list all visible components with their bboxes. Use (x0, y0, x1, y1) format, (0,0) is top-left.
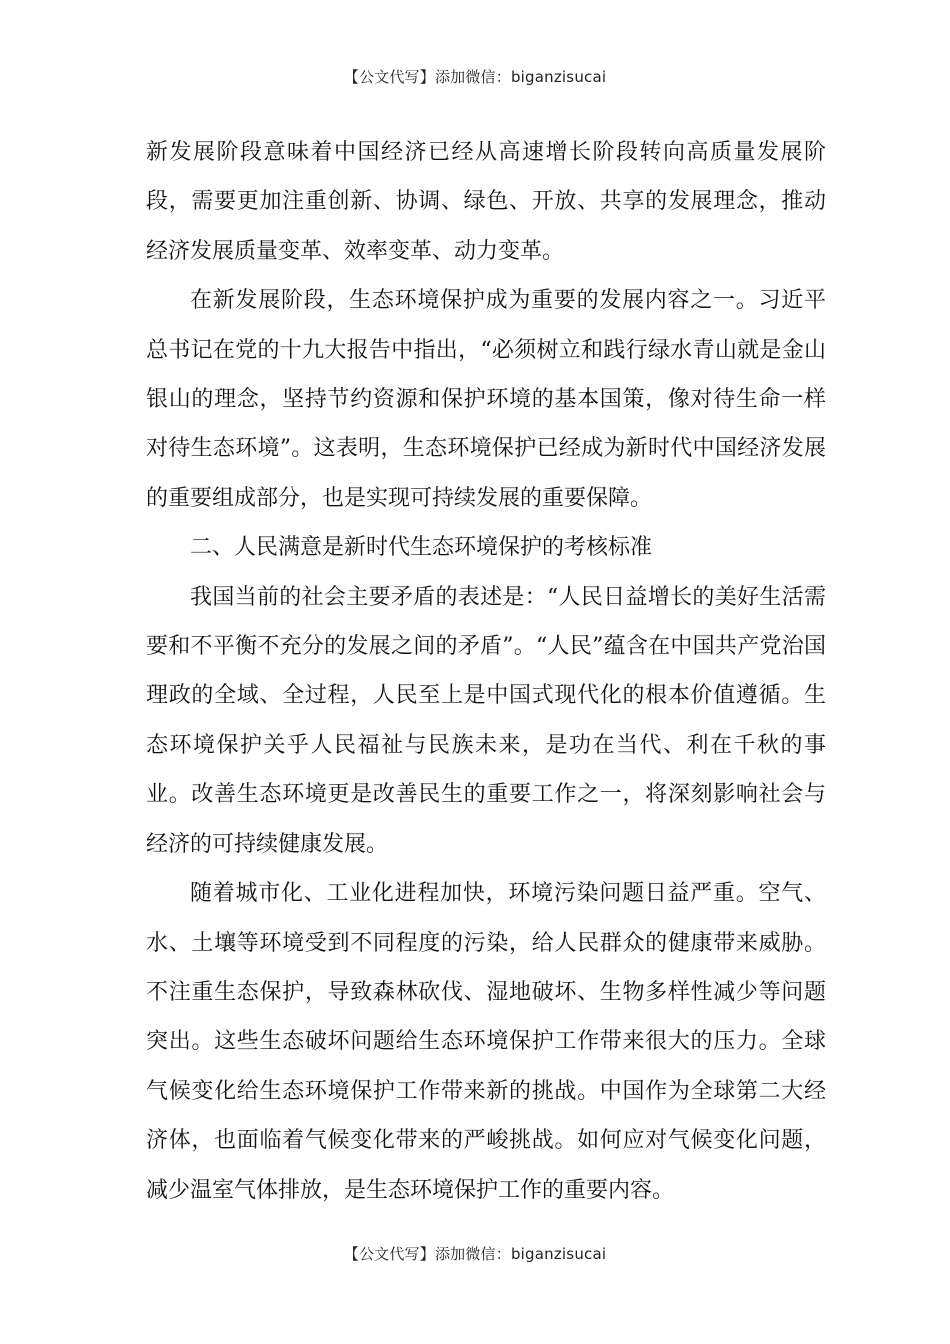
paragraph: 随着城市化、工业化进程加快，环境污染问题日益严重。空气、水、土壤等环境受到不同程度的污染，给人民群众的健康带来威胁。不注重生态保护，导致森林砍伐、湿地破坏、生物多样性减少等问题突出。这些生态破坏问题给生态环境保护工作带来很大的压力。全球气候变化给生态环境保护工作带来新的挑战。中国作为全球第二大经济体，也面临着气候变化带来的严峻挑战。如何应对气候变化问题，减少温室气体排放，是生态环境保护工作的重要内容。 (146, 881, 826, 1203)
document-body (146, 128, 826, 1215)
page-header: 【公文代写】添加微信：biganzisucai (343, 68, 607, 86)
paragraph-continuation: 新发展阶段意味着中国经济已经从高速增长阶段转向高质量发展阶段，需要更加注重创新、协调、绿色、开放、共享的发展理念，推动经济发展质量变革、效率变革、动力变革。 (146, 140, 826, 264)
section-heading: 二、人民满意是新时代生态环境保护的考核标准 (190, 535, 653, 561)
page-footer: 【公文代写】添加微信：biganzisucai (343, 1245, 607, 1263)
paragraph: 我国当前的社会主要矛盾的表述是：“人民日益增长的美好生活需要和不平衡不充分的发展之间的矛盾”。“人民”蕴含在中国共产党治国理政的全域、全过程，人民至上是中国式现代化的根本价值遵循。生态环境保护关乎人民福祉与民族未来，是功在当代、利在千秋的事业。改善生态环境更是改善民生的重要工作之一，将深刻影响社会与经济的可持续健康发展。 (146, 584, 826, 857)
paragraph: 在新发展阶段，生态环境保护成为重要的发展内容之一。习近平总书记在党的十九大报告中指出，“必须树立和践行绿水青山就是金山银山的理念，坚持节约资源和保护环境的基本国策，像对待生命一样对待生态环境”。这表明，生态环境保护已经成为新时代中国经济发展的重要组成部分，也是实现可持续发展的重要保障。 (146, 288, 826, 511)
